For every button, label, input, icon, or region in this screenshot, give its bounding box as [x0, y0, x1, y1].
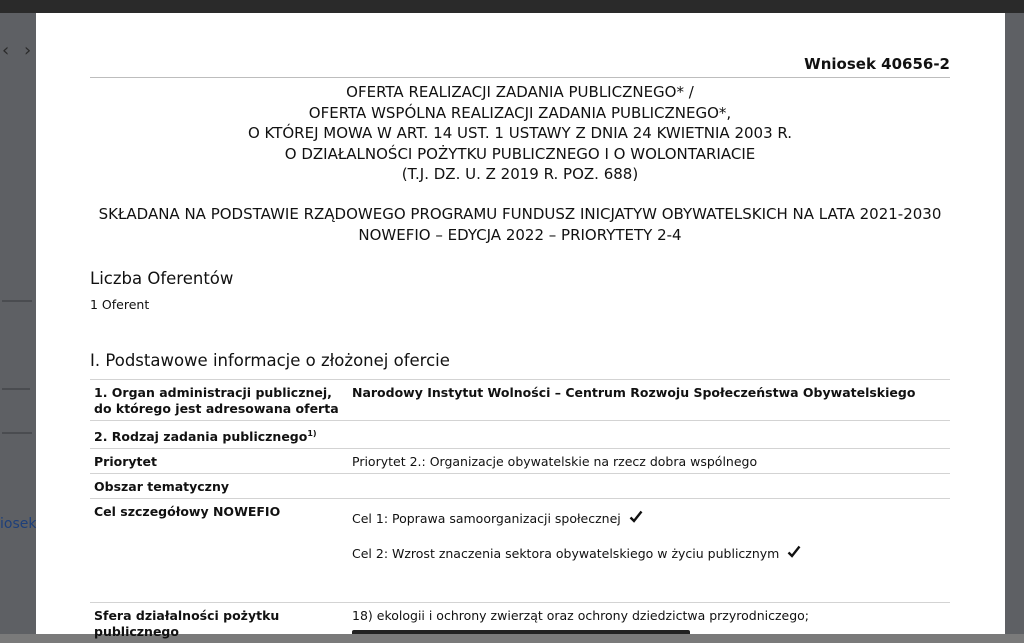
table-row: [90, 474, 950, 499]
background-left-strip: [0, 13, 36, 634]
background-divider: [2, 300, 32, 302]
title-line: OFERTA WSPÓLNA REALIZACJI ZADANIA PUBLICZNEGO*,: [308, 103, 732, 122]
goal-label: Cel szczegółowy NOWEFIO: [90, 499, 348, 603]
goal-item: [352, 510, 946, 527]
title-line: (T.J. DZ. U. Z 2019 R. POZ. 688): [401, 165, 639, 183]
document-subtitle: [90, 204, 950, 245]
priority-label: Priorytet: [90, 449, 348, 474]
area-value: [348, 474, 950, 499]
application-number: Wniosek 40656-2: [804, 55, 950, 73]
checkmark-icon: [787, 545, 801, 559]
basic-info-table: [90, 379, 950, 643]
background-divider: [2, 388, 30, 390]
background-right-strip: [1005, 13, 1024, 634]
sphere-value: 18) ekologii i ochrony zwierząt oraz ochrony dziedzictwa przyrodniczego;: [348, 603, 950, 643]
title-line: OFERTA REALIZACJI ZADANIA PUBLICZNEGO* /: [346, 83, 694, 101]
background-link-text[interactable]: iosek: [0, 516, 37, 532]
title-line: O DZIAŁALNOŚCI POŻYTKU PUBLICZNEGO I O WOLONTARIACIE: [284, 144, 756, 163]
task-type-label: [90, 421, 348, 449]
task-type-label-text: 2. Rodzaj zadania publicznego: [94, 429, 308, 445]
checkmark-icon: [629, 510, 643, 524]
footnote-marker: 1): [307, 429, 317, 438]
subtitle-line: SKŁADANA NA PODSTAWIE RZĄDOWEGO PROGRAMU FUNDUSZ INICJATYW OBYWATELSKICH NA LATA 2021-2030: [98, 205, 942, 223]
section-heading: I. Podstawowe informacje o złożonej ofercie: [90, 351, 450, 370]
chevron-right-icon[interactable]: ›: [24, 40, 32, 61]
background-divider: [2, 432, 32, 434]
title-line: O KTÓREJ MOWA W ART. 14 UST. 1 USTAWY Z DNIA 24 KWIETNIA 2003 R.: [247, 124, 793, 142]
organ-label: 1. Organ administracji publicznej, do którego jest adresowana oferta: [90, 380, 348, 421]
priority-value: Priorytet 2.: Organizacje obywatelskie na rzecz dobra wspólnego: [348, 449, 950, 474]
goal-text: Cel 1: Poprawa samoorganizacji społecznej: [352, 511, 621, 527]
document-sheet: [36, 13, 1005, 640]
goal-item: [352, 545, 946, 562]
table-row: [90, 421, 950, 449]
table-row: [90, 380, 950, 421]
table-row: [90, 603, 950, 643]
area-label: Obszar tematyczny: [90, 474, 348, 499]
header-rule: [90, 77, 950, 78]
sphere-label: Sfera działalności pożytku publicznego: [90, 603, 348, 643]
table-row: [90, 449, 950, 474]
chevron-left-icon[interactable]: ‹: [2, 40, 10, 61]
goal-text: Cel 2: Wzrost znaczenia sektora obywatelskiego w życiu publicznym: [352, 546, 780, 562]
table-row: [90, 499, 950, 603]
organ-value: Narodowy Instytut Wolności – Centrum Rozwoju Społeczeństwa Obywatelskiego: [348, 380, 950, 421]
offerors-heading: Liczba Oferentów: [90, 269, 234, 288]
subtitle-line: NOWEFIO – EDYCJA 2022 – PRIORYTETY 2-4: [358, 225, 682, 244]
goal-values: [348, 499, 950, 603]
document-title: [90, 82, 950, 185]
offerors-value: 1 Oferent: [90, 297, 150, 312]
task-type-value: [348, 421, 950, 449]
partial-field-bar: [352, 630, 690, 634]
window-top-bar: [0, 0, 1024, 13]
